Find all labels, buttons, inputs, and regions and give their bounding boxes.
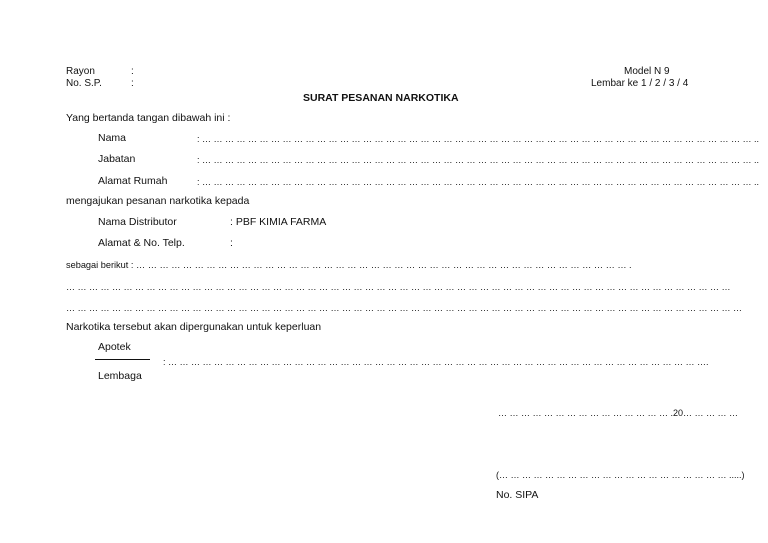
model-number: Model N 9: [624, 66, 670, 77]
order-line-2[interactable]: … … … … … … … … … … … … … … … … … … … … … … … … … … … … … … … … … … … … … … … … … … … … … … … … … … … … … … … … … …: [66, 282, 731, 292]
nama-field[interactable]: : … … … … … … … … … … … … … … … … … … … … … … … … … … … … … … … … … … … … … … … … … … … … … … … … ..: [197, 134, 760, 144]
alamat-rumah-label: Alamat Rumah: [98, 175, 168, 187]
nosp-label: No. S.P.: [66, 78, 102, 89]
jabatan-label: Jabatan: [98, 153, 136, 165]
rayon-colon: :: [131, 66, 134, 77]
distributor-intro: mengajukan pesanan narkotika kepada: [66, 195, 250, 207]
lembar-number: Lembar ke 1 / 2 / 3 / 4: [591, 78, 689, 89]
distributor-address-field[interactable]: :: [230, 237, 233, 249]
lembaga-option: Lembaga: [98, 370, 142, 382]
distributor-name-label: Nama Distributor: [98, 216, 177, 228]
strike-divider: [95, 359, 150, 360]
order-line-3[interactable]: … … … … … … … … … … … … … … … … … … … … … … … … … … … … … … … … … … … … … … … … … … … … … … … … … … … … … … … … … … …: [66, 303, 743, 313]
distributor-name-value: : PBF KIMIA FARMA: [230, 216, 327, 228]
sipa-label: No. SIPA: [496, 489, 539, 501]
nosp-colon: :: [131, 78, 134, 89]
purpose-intro: Narkotika tersebut akan dipergunakan untuk keperluan: [66, 321, 322, 333]
rayon-label: Rayon: [66, 66, 95, 77]
order-line-1[interactable]: sebagai berikut : … … … … … … … … … … … … … … … … … … … … … … … … … … … … … … … … … … … … … … … … … … .: [66, 260, 632, 270]
purpose-field[interactable]: : … … … … … … … … … … … … … … … … … … … … … … … … … … … … … … … … … … … … … … … … … … … … … … ….: [163, 357, 709, 367]
nama-label: Nama: [98, 132, 127, 144]
date-field[interactable]: … … … … … … … … … … … … … … … .20… … … … …: [498, 408, 739, 418]
alamat-rumah-field[interactable]: : … … … … … … … … … … … … … … … … … … … … … … … … … … … … … … … … … … … … … … … … … … … … … … … … ..: [197, 177, 760, 187]
jabatan-field[interactable]: : … … … … … … … … … … … … … … … … … … … … … … … … … … … … … … … … … … … … … … … … … … … … … … … … ..: [197, 155, 760, 165]
distributor-address-label: Alamat & No. Telp.: [98, 237, 185, 249]
signer-intro: Yang bertanda tangan dibawah ini :: [66, 112, 231, 124]
signatory-name-field[interactable]: (… … … … … … … … … … … … … … … … … … … … .....): [496, 470, 745, 480]
page-title: SURAT PESANAN NARKOTIKA: [303, 92, 459, 104]
apotek-option: Apotek: [98, 341, 131, 353]
